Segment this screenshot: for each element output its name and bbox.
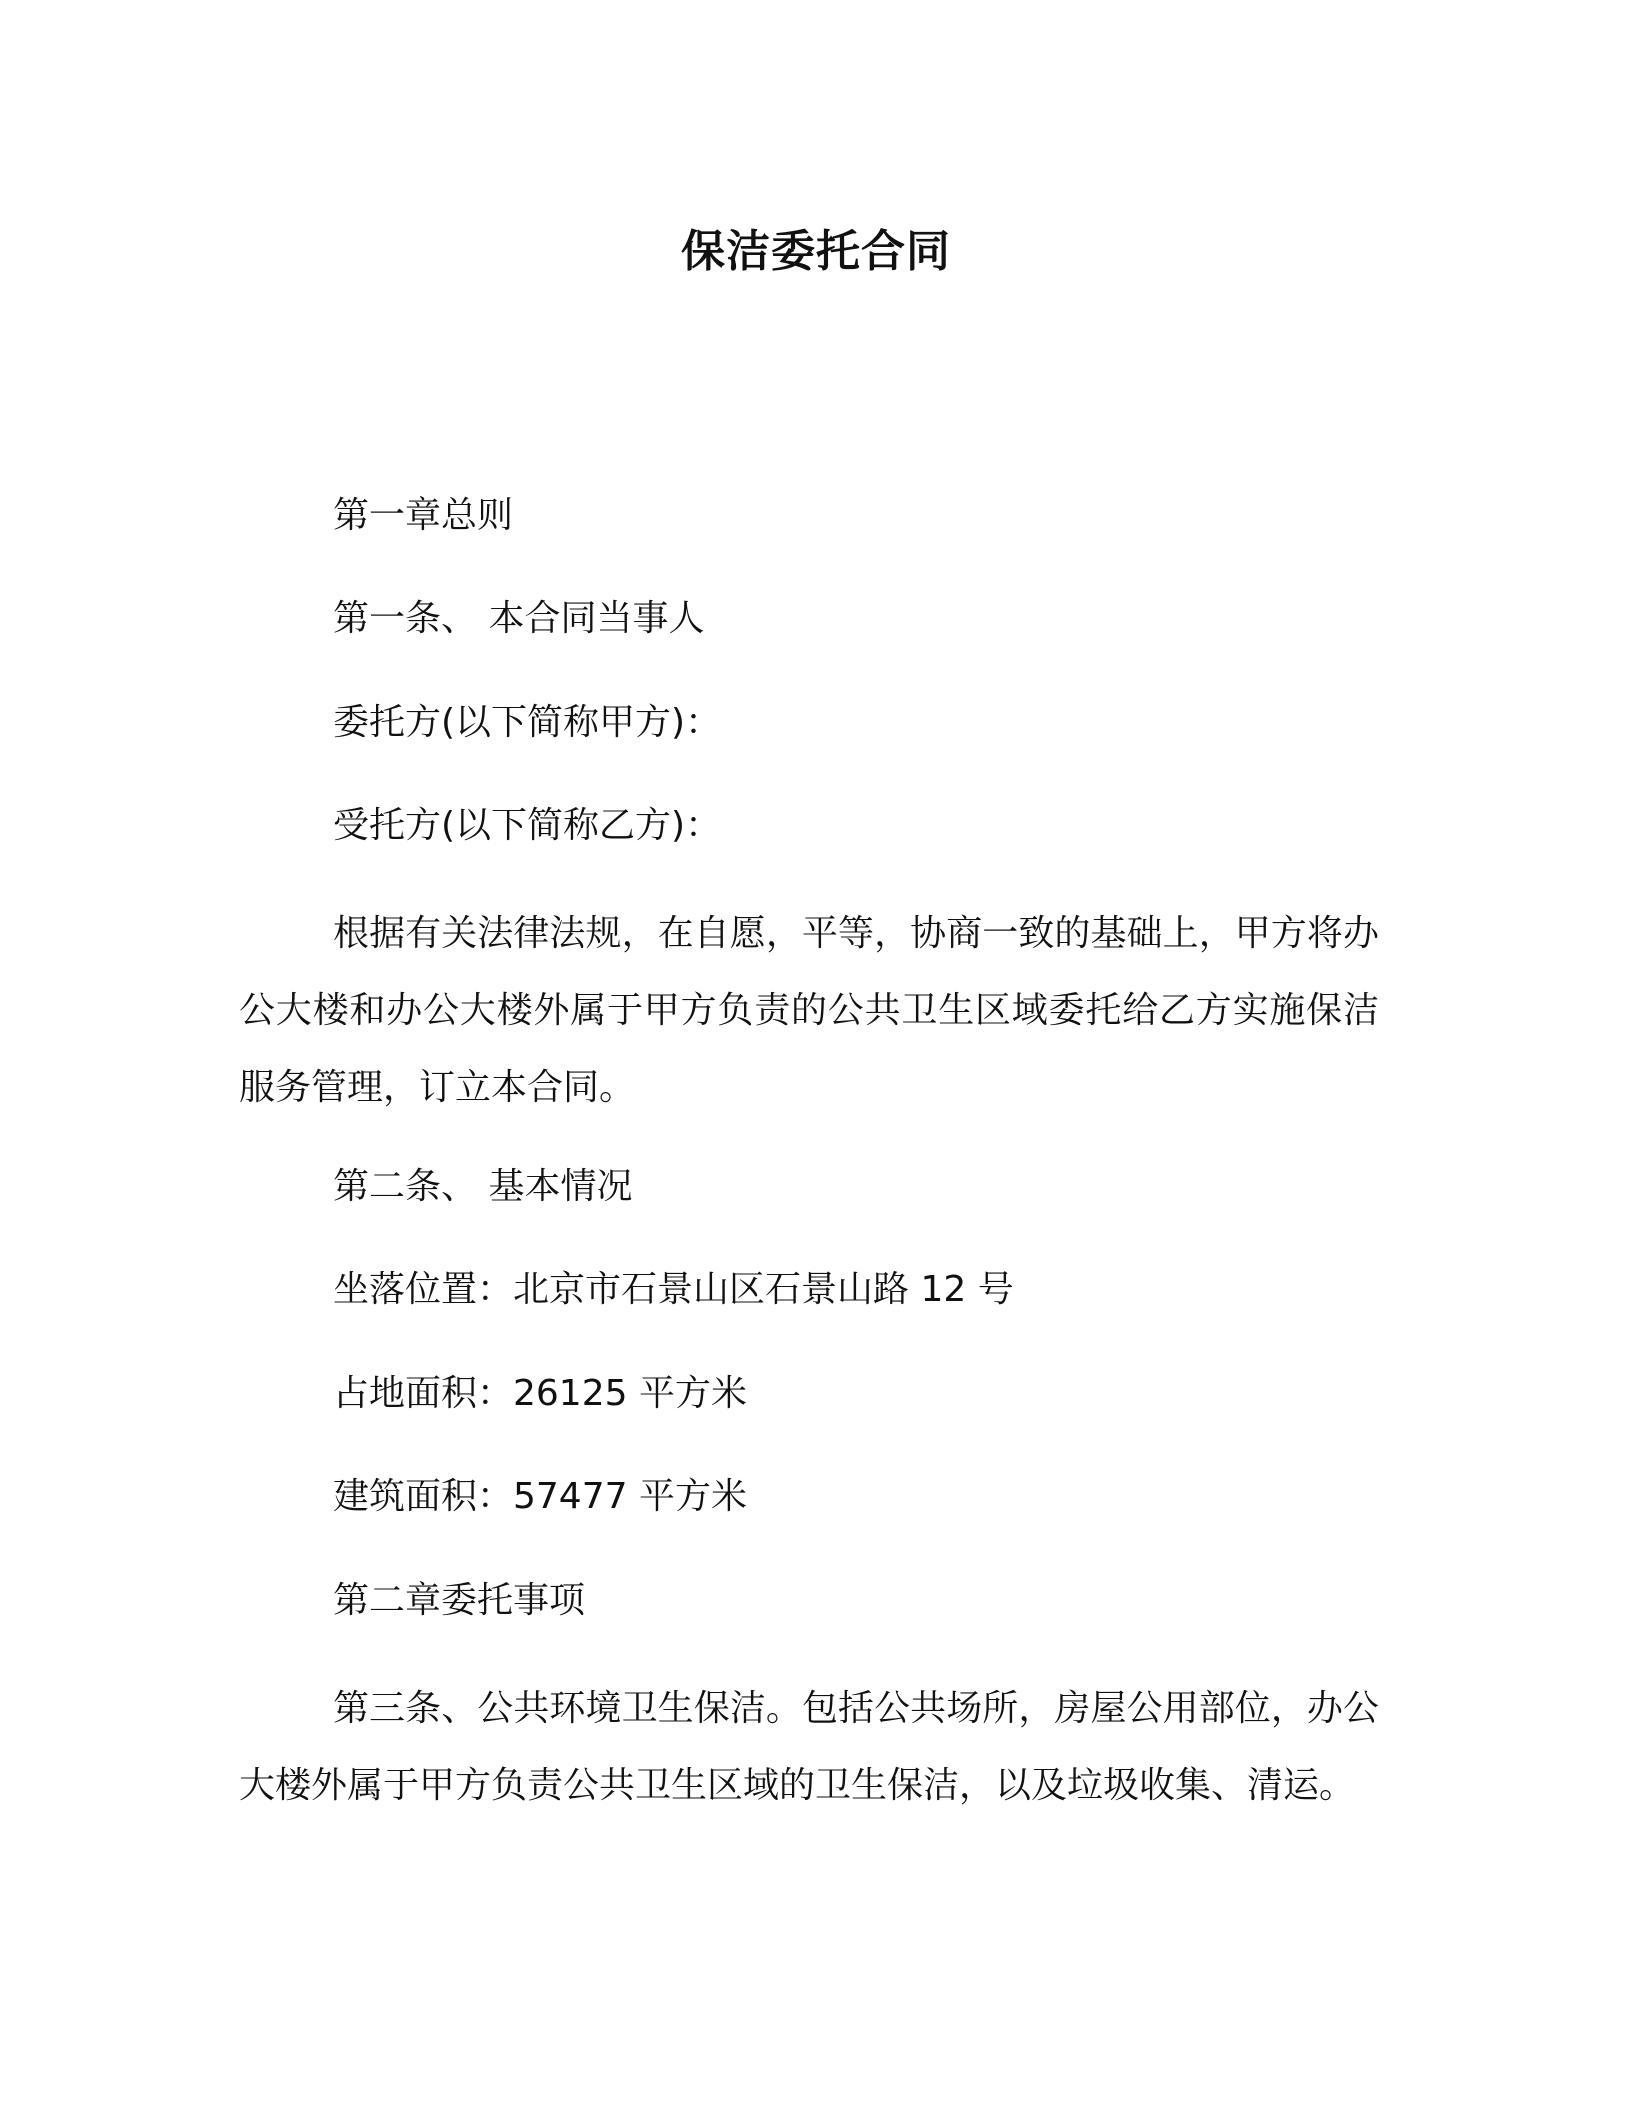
article-3-paragraph: 第三条、公共环境卫生保洁。包括公共场所，房屋公用部位，办公大楼外属于甲方负责公共卫生区域的卫生保洁，以及垃圾收集、清运。 [239, 1688, 1379, 1806]
article-2-heading: 第二条、 基本情况 [333, 1166, 633, 1207]
intro-paragraph: 根据有关法律法规，在自愿，平等，协商一致的基础上，甲方将办公大楼和办公大楼外属于甲方负责的公共卫生区域委托给乙方实施保洁服务管理，订立本合同。 [239, 913, 1379, 1108]
chapter-2-heading: 第二章委托事项 [333, 1580, 586, 1621]
land-area-line: 占地面积：26125 平方米 [333, 1373, 747, 1414]
party-b-line: 受托方(以下简称乙方)： [333, 805, 722, 846]
location-line: 坐落位置：北京市石景山区石景山路 12 号 [333, 1269, 1014, 1310]
article-1-heading: 第一条、 本合同当事人 [333, 598, 705, 639]
document-title: 保洁委托合同 [681, 226, 951, 277]
building-area-line: 建筑面积：57477 平方米 [333, 1476, 747, 1517]
chapter-1-heading: 第一章总则 [333, 495, 514, 536]
party-a-line: 委托方(以下简称甲方)： [333, 702, 722, 743]
